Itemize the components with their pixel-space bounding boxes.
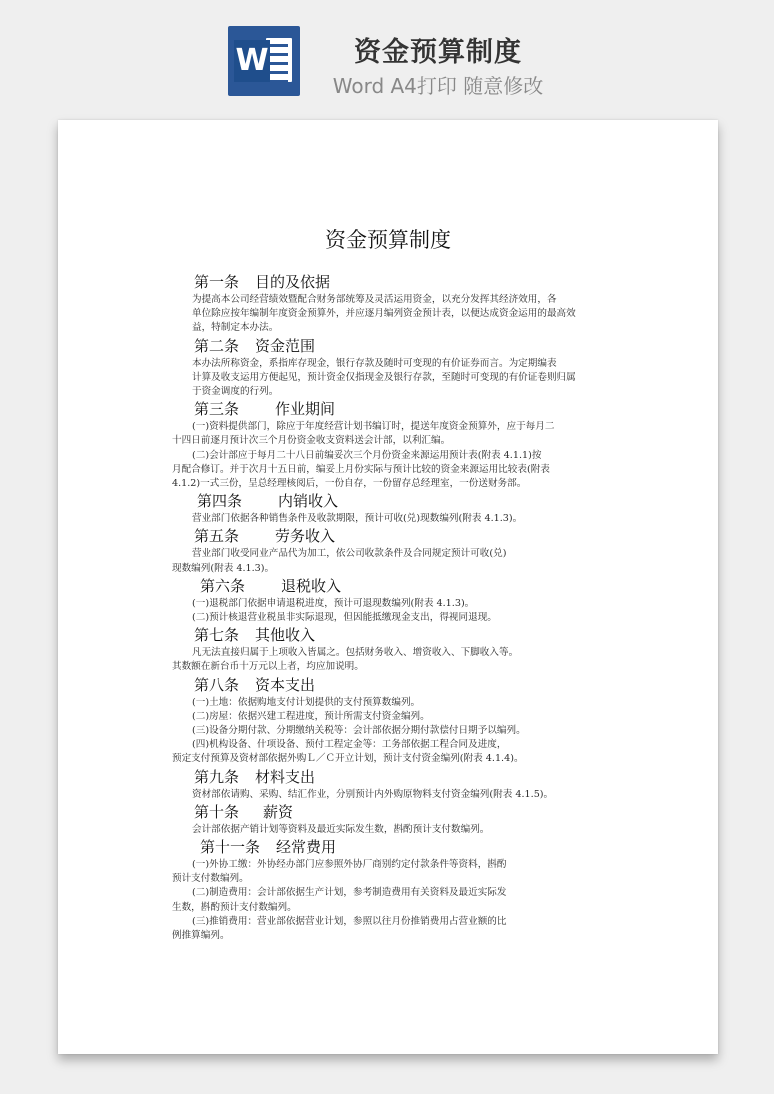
document-page (58, 120, 718, 1054)
paragraph-line: 营业部门收受同业产品代为加工，依公司收款条件及合同规定预计可收(兑) (192, 548, 507, 560)
section-name: 内销收入 (278, 492, 339, 511)
document-body (172, 272, 604, 943)
section-heading (172, 399, 604, 420)
paragraph-line: 例推算编列。 (172, 930, 230, 942)
paragraph-line: (一)土地：依据购地支付计划提供的支付预算数编列。 (192, 696, 421, 708)
section-name: 资金范围 (255, 336, 316, 355)
section-number: 第九条 (194, 767, 240, 786)
word-letter: W (234, 40, 270, 82)
paragraph-line: 预定支付预算及资材部依据外购Ｌ／Ｃ开立计划，预计支付资金编列(附表 4.1.4)。 (172, 753, 524, 765)
section-number: 第十条 (194, 802, 240, 821)
document-title: 资金预算制度 (325, 228, 451, 252)
paragraph-line: (一)退税部门依据申请退税进度，预计可退现数编列(附表 4.1.3)。 (192, 597, 475, 609)
section-number: 第五条 (194, 527, 240, 546)
paragraph-line: (三)设备分期付款、分期缴纳关税等：会计部依据分期付款偿付日期予以编列。 (192, 725, 526, 737)
section-number: 第二条 (194, 336, 240, 355)
paragraph-line: (三)推销费用：营业部依据营业计划，参照以往月份推销费用占营业额的比 (192, 915, 507, 927)
section-heading (172, 802, 604, 823)
section (172, 272, 604, 336)
section-number: 第六条 (200, 576, 246, 595)
section-name: 薪资 (263, 802, 294, 821)
section-heading (172, 576, 604, 597)
word-icon (228, 26, 300, 96)
paragraph-line: 月配合修订。并于次月十五日前，编妥上月份实际与预计比较的资金来源运用比较表(附表 (172, 463, 550, 475)
paragraph-line: (四)机构设备、什项设备、预付工程定金等：工务部依据工程合同及进度， (192, 739, 507, 751)
section-name: 劳务收入 (275, 527, 336, 546)
section (172, 675, 604, 767)
section-name: 其他收入 (255, 626, 316, 645)
section (172, 526, 604, 575)
paragraph-line: 凡无法直接归属于上项收入皆属之。包括财务收入、增资收入、下脚收入等。 (192, 647, 519, 659)
section (172, 576, 604, 625)
section (172, 491, 604, 526)
section-number: 第七条 (194, 626, 240, 645)
section-number: 第一条 (194, 273, 240, 291)
paragraph-line: 本办法所称资金，系指库存现金，银行存款及随时可变现的有价证券而言。为定期编表 (192, 357, 557, 369)
section-name: 作业期间 (275, 400, 336, 419)
section (172, 837, 604, 943)
paragraph-line: 于资金调度的行列。 (192, 386, 279, 398)
section-heading (172, 767, 604, 788)
paragraph-line: (一)外协工缴：外协经办部门应参照外协厂商别约定付款条件等资料，斟酌 (192, 859, 507, 871)
section-name: 资本支出 (255, 675, 316, 694)
section (172, 767, 604, 802)
section-name: 经常费用 (276, 838, 337, 857)
banner-title: 资金预算制度 (354, 37, 522, 68)
paragraph-line: 其数额在新台币十万元以上者，均应加说明。 (172, 661, 364, 673)
paragraph-line: (二)制造费用：会计部依据生产计划，参考制造费用有关资料及最近实际发 (192, 887, 507, 899)
paragraph-line: 4.1.2)一式三份，呈总经理核阅后，一份自存，一份留存总经理室，一份送财务部。 (172, 478, 527, 490)
section (172, 625, 604, 674)
section-number: 第十一条 (200, 838, 261, 857)
section-heading (172, 336, 604, 357)
section-name: 目的及依据 (255, 273, 331, 291)
section (172, 399, 604, 491)
section-heading (172, 837, 604, 858)
paragraph-line: 预计支付数编列。 (172, 873, 249, 885)
section-number: 第三条 (194, 400, 240, 419)
paragraph-line: 生数，斟酌预计支付数编列。 (172, 901, 297, 913)
paragraph-line: (一)资料提供部门，除应于年度经营计划书编订时，提送年度资金预算外，应于每月二 (192, 421, 555, 433)
paragraph-line: (二)预计核退营业税虽非实际退现，但因能抵缴现金支出，得视同退现。 (192, 612, 497, 624)
banner-subtitle: Word A4打印 随意修改 (332, 74, 544, 98)
section-heading (172, 272, 604, 293)
paragraph-line: 十四日前逐月预计次三个月份资金收支资料送会计部，以利汇编。 (172, 435, 451, 447)
paragraph-line: 现数编列(附表 4.1.3)。 (172, 562, 275, 574)
section-heading (172, 675, 604, 696)
paragraph-line: 单位除应按年编制年度资金预算外，并应逐月编列资金预计表，以便达成资金运用的最高效 (192, 308, 576, 320)
section-number: 第八条 (194, 675, 240, 694)
header-banner (0, 0, 774, 120)
paragraph-line: 益，特制定本办法。 (192, 322, 279, 334)
section (172, 336, 604, 400)
paragraph-line: 为提高本公司经营绩效暨配合财务部统筹及灵活运用资金，以充分发挥其经济效用，各 (192, 294, 557, 305)
section-name: 材料支出 (255, 767, 316, 786)
paragraph-line: 资材部依请购、采购、结汇作业，分别预计内外购原物料支付资金编列(附表 4.1.5)。 (192, 788, 554, 800)
paragraph-line: (二)会计部应于每月二十八日前编妥次三个月份资金来源运用预计表(附表 4.1.1)按 (192, 449, 542, 461)
paragraph-line: 会计部依据产销计划等资料及最近实际发生数，斟酌预计支付数编列。 (192, 823, 490, 835)
section-number: 第四条 (197, 492, 243, 511)
paragraph-line: (二)房屋：依据兴建工程进度，预计所需支付资金编列。 (192, 710, 430, 722)
section-heading (172, 625, 604, 646)
section-heading (172, 491, 604, 512)
section (172, 802, 604, 837)
paragraph-line: 计算及收支运用方便起见，预计资金仅指现金及银行存款，至随时可变现的有价证卷则归属 (192, 371, 576, 383)
paragraph-line: 营业部门依据各种销售条件及收款期限，预计可收(兑)现数编列(附表 4.1.3)。 (192, 513, 523, 525)
section-heading (172, 526, 604, 547)
section-name: 退税收入 (281, 576, 342, 595)
